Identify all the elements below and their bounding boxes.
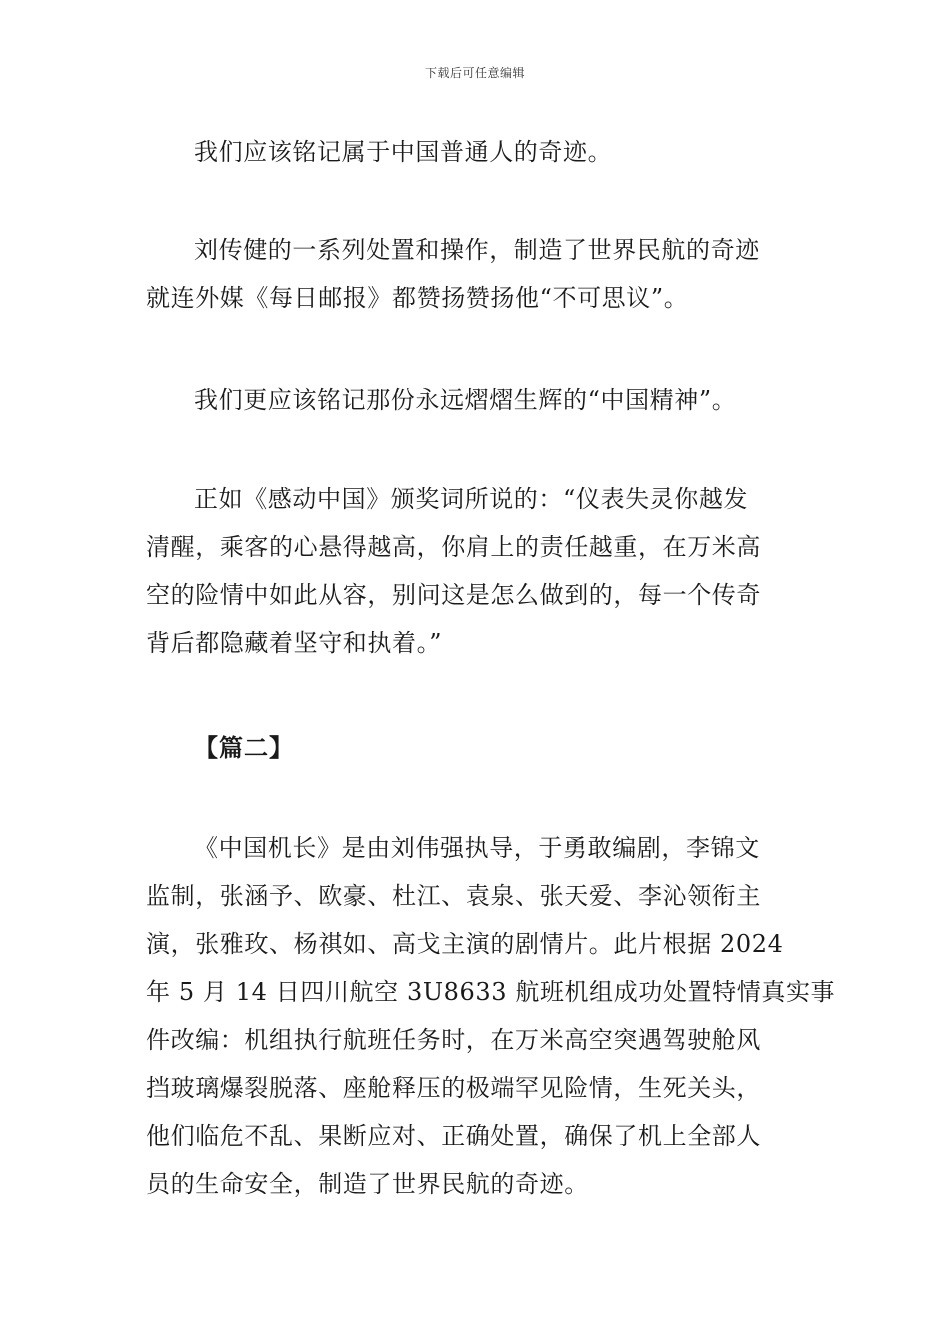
text-line: 件改编：机组执行航班任务时，在万米高空突遇驾驶舱风 [146,1026,761,1054]
section-heading: 【篇二】 [194,733,294,762]
text-line: 《中国机长》是由刘伟强执导，于勇敢编剧，李锦文 [194,834,760,862]
paragraph-3 [146,376,808,424]
text-line: 我们更应该铭记那份永远熠熠生辉的“中国精神”。 [194,386,737,414]
text-line: 正如《感动中国》颁奖词所说的：“仪表失灵你越发 [194,485,749,513]
text-line: 空的险情中如此从容，别问这是怎么做到的，每一个传奇 [146,581,761,609]
text-line: 背后都隐藏着坚守和执着。” [146,629,443,657]
text-line: 就连外媒《每日邮报》都赞扬赞扬他“不可思议”。 [146,284,689,312]
text-line: 监制，张涵予、欧豪、杜江、袁泉、张天爱、李沁领衔主 [146,882,761,910]
text-line: 员的生命安全，制造了世界民航的奇迹。 [146,1170,589,1198]
paragraph-2 [146,226,808,322]
text-line: 刘传健的一系列处置和操作，制造了世界民航的奇迹 [194,236,760,264]
paragraph-4 [146,475,808,667]
text-line: 年 5 月 14 日四川航空 3U8633 航班机组成功处置特情真实事 [146,978,836,1006]
text-line: 我们应该铭记属于中国普通人的奇迹。 [194,138,613,166]
text-line: 挡玻璃爆裂脱落、座舱释压的极端罕见险情，生死关头， [146,1074,761,1102]
text-line: 他们临危不乱、果断应对、正确处置，确保了机上全部人 [146,1122,761,1150]
text-line: 清醒，乘客的心悬得越高，你肩上的责任越重，在万米高 [146,533,761,561]
page-header: 下载后可任意编辑 [424,66,525,80]
paragraph-1 [146,128,808,176]
paragraph-5 [146,824,836,1208]
text-line: 演，张雅玫、杨祺如、高戈主演的剧情片。此片根据 2024 [146,930,784,958]
